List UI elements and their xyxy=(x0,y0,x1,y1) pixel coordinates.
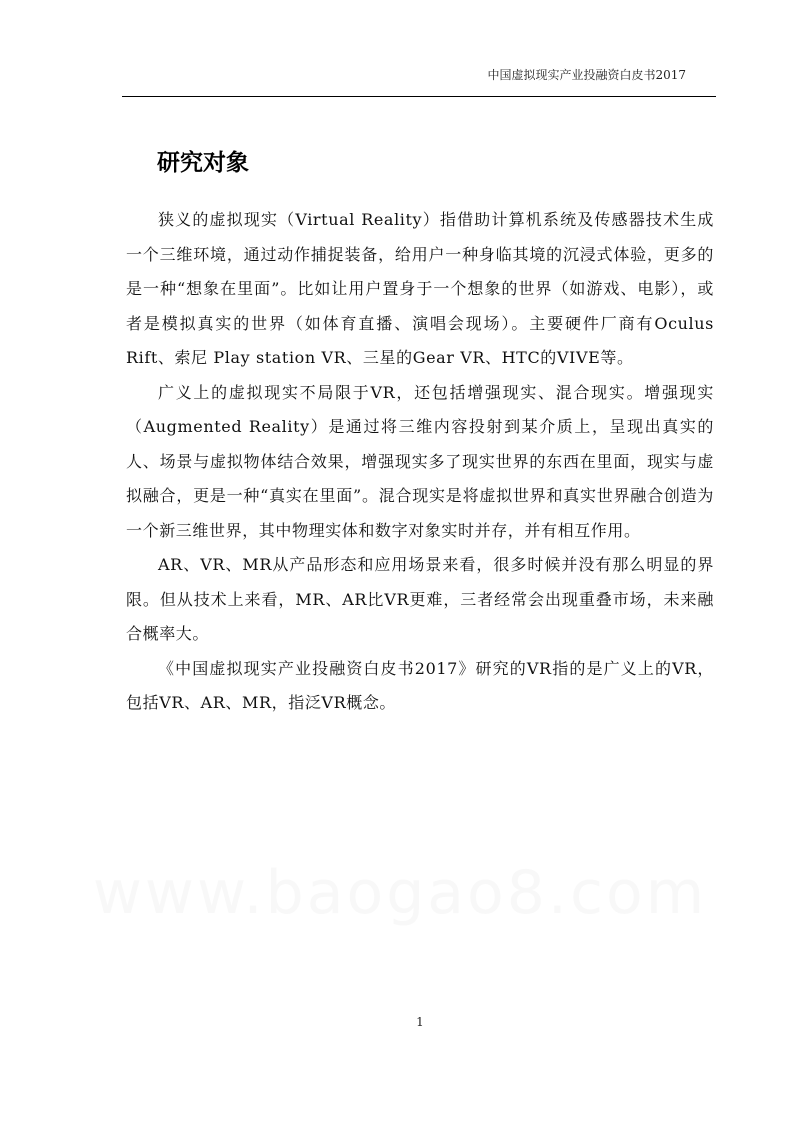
page-number: 1 xyxy=(416,1015,424,1029)
paragraph-broad-vr: 广义上的虚拟现实不局限于VR，还包括增强现实、混合现实。增强现实（Augmented Reality）是通过将三维内容投射到某介质上，呈现出真实的人、场景与虚拟物体结合效果，增强现实多了现实世界的东西在里面，现实与虚拟融合，更是一种“真实在里面”。混合现实是将虚拟世界和真实世界融合创造为一个新三维世界，其中物理实体和数字对象实时并存，并有相互作用。 xyxy=(126,382,714,540)
watermark: www.baogao8.com xyxy=(92,858,708,928)
section-title: 研究对象 xyxy=(157,150,249,176)
running-header: 中国虚拟现实产业投融资白皮书2017 xyxy=(487,68,686,82)
paragraph-scope: 《中国虚拟现实产业投融资白皮书2017》研究的VR指的是广义上的VR，包括VR、AR、MR，指泛VR概念。 xyxy=(126,658,714,712)
paragraph-ar-vr-mr: AR、VR、MR从产品形态和应用场景来看，很多时候并没有那么明显的界限。但从技术上来看，MR、AR比VR更难，三者经常会出现重叠市场，未来融合概率大。 xyxy=(126,555,714,643)
paragraph-narrow-vr: 狭义的虚拟现实（Virtual Reality）指借助计算机系统及传感器技术生成一个三维环境，通过动作捕捉装备，给用户一种身临其境的沉浸式体验，更多的是一种“想象在里面”。比如让用户置身于一个想象的世界（如游戏、电影），或者是模拟真实的世界（如体育直播、演唱会现场）。主要硬件厂商有Oculus Rift、索尼 Play station VR、三星的Gear VR、HTC的VIVE等。 xyxy=(126,210,714,367)
header-rule xyxy=(122,96,716,97)
body-text xyxy=(126,203,714,721)
